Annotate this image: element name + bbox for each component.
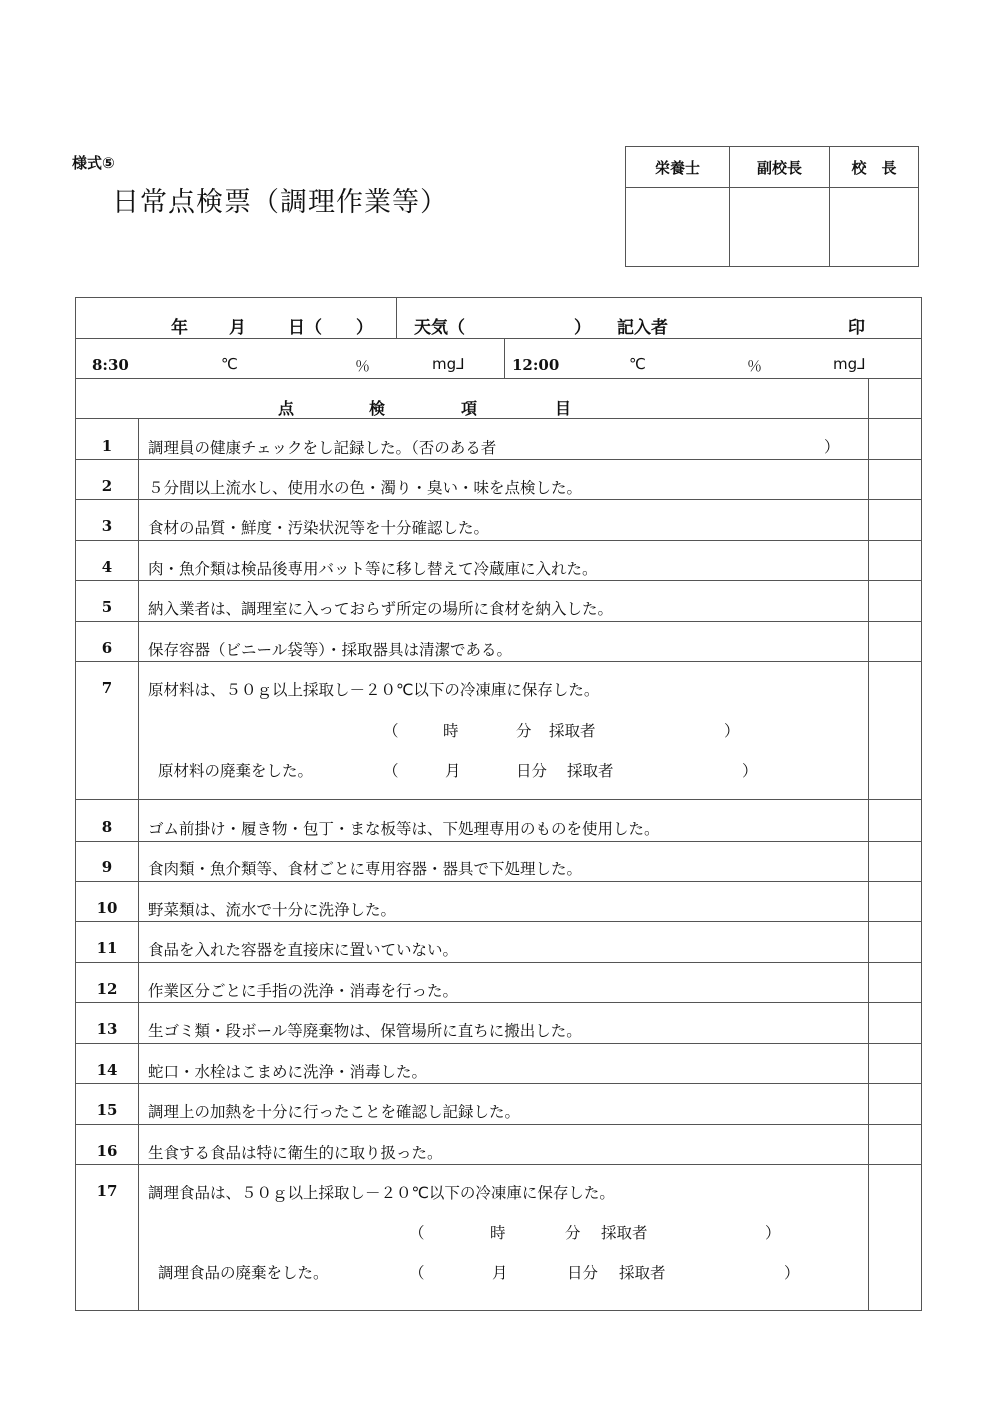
item-number: 9 xyxy=(101,858,113,876)
day-label: 日（ ） xyxy=(288,318,373,338)
approval-col-principal xyxy=(829,147,918,266)
item-number: 14 xyxy=(96,1061,118,1079)
item-number: 12 xyxy=(96,980,118,998)
recorder-label: 記入者 xyxy=(617,318,668,338)
weather-close: ） xyxy=(574,318,591,338)
item-number: 6 xyxy=(101,639,113,657)
item-text: 肉・魚介類は検品後専用バット等に移し替えて冷蔵庫に入れた。 xyxy=(148,560,598,578)
sample-open-paren: （ xyxy=(383,722,399,740)
temp-unit-2: ℃ xyxy=(629,355,646,373)
item-number: 17 xyxy=(96,1182,118,1200)
items-header-char: 項 xyxy=(461,399,478,418)
humidity-unit-2: ％ xyxy=(747,357,763,375)
items-header-char: 目 xyxy=(555,399,572,418)
item-text: ５分間以上流水し、使用水の色・濁り・臭い・味を点検した。 xyxy=(148,479,583,497)
item-text: 調理食品は、５０ｇ以上採取し－２０℃以下の冷凍庫に保存した。 xyxy=(148,1184,615,1202)
sample-open-paren: （ xyxy=(409,1224,425,1242)
time-1200: 12:00 xyxy=(512,356,560,374)
inspection-table xyxy=(75,297,922,1311)
approval-header: 副校長 xyxy=(730,147,829,188)
item-text: 野菜類は、流水で十分に洗浄した。 xyxy=(148,901,397,919)
sampler-label: 採取者 xyxy=(601,1224,648,1242)
form-number: 様式⑤ xyxy=(72,154,115,172)
approval-header: 校 長 xyxy=(830,147,918,188)
item-text: 食品を入れた容器を直接床に置いていない。 xyxy=(148,941,459,959)
item-text: 納入業者は、調理室に入っておらず所定の場所に食材を納入した。 xyxy=(148,600,614,618)
disposal-close-paren: ） xyxy=(742,762,758,780)
disposal-close-paren: ） xyxy=(784,1264,800,1282)
item-number: 3 xyxy=(101,517,113,535)
item-number: 11 xyxy=(96,939,118,957)
item-number: 4 xyxy=(101,558,113,576)
item-number: 5 xyxy=(101,598,113,616)
item-text: 保存容器（ビニール袋等）・採取器具は清潔である。 xyxy=(148,641,512,659)
approval-col-nutritionist xyxy=(626,147,729,266)
item-text: 生食する食品は特に衛生的に取り扱った。 xyxy=(148,1144,443,1162)
disposal-label: 調理食品の廃棄をした。 xyxy=(158,1264,329,1282)
item-number: 8 xyxy=(101,818,113,836)
seal-label: 印 xyxy=(848,318,865,338)
item-number: 15 xyxy=(96,1101,118,1119)
item-text: 生ゴミ類・段ボール等廃棄物は、保管場所に直ちに搬出した。 xyxy=(148,1022,582,1040)
item-number: 1 xyxy=(101,437,113,455)
approval-header: 栄養士 xyxy=(626,147,729,188)
weather-label: 天気（ xyxy=(414,318,465,338)
item-number: 16 xyxy=(96,1142,118,1160)
item-number: 7 xyxy=(101,679,113,697)
disposal-open-paren: （ xyxy=(409,1264,425,1282)
item-text: 食肉類・魚介類等、食材ごとに専用容器・器具で下処理した。 xyxy=(148,860,583,878)
item-text: 食材の品質・鮮度・汚染状況等を十分確認した。 xyxy=(148,519,490,537)
disposal-sampler-label: 採取者 xyxy=(567,762,614,780)
items-header-char: 点 xyxy=(278,399,295,418)
sampler-label: 採取者 xyxy=(549,722,596,740)
disposal-sampler-label: 採取者 xyxy=(619,1264,666,1282)
page-title: 日常点検票（調理作業等） xyxy=(112,187,448,218)
item-close-paren: ） xyxy=(824,438,840,456)
sample-hour-label: 時 xyxy=(443,722,459,740)
sample-hour-label: 時 xyxy=(490,1224,506,1242)
item-number: 13 xyxy=(96,1020,118,1038)
sample-minute-label: 分 xyxy=(565,1224,581,1242)
disposal-label: 原材料の廃棄をした。 xyxy=(158,762,314,780)
disposal-open-paren: （ xyxy=(383,762,399,780)
chlorine-unit-1: mg⅃ xyxy=(432,355,465,373)
approval-col-vice-principal xyxy=(729,147,829,266)
disposal-month-label: 月 xyxy=(492,1264,508,1282)
sample-close-paren: ） xyxy=(765,1224,781,1242)
item-text: 作業区分ごとに手指の洗浄・消毒を行った。 xyxy=(148,982,459,1000)
sample-minute-label: 分 xyxy=(516,722,532,740)
item-text: 調理員の健康チェックをし記録した。（否のある者 xyxy=(148,439,497,457)
item-number: 10 xyxy=(96,899,118,917)
time-830: 8:30 xyxy=(92,356,129,374)
temp-unit-1: ℃ xyxy=(221,355,238,373)
disposal-month-label: 月 xyxy=(445,762,461,780)
item-text: 調理上の加熱を十分に行ったことを確認し記録した。 xyxy=(148,1103,521,1121)
sample-close-paren: ） xyxy=(724,722,740,740)
disposal-day-label: 日分 xyxy=(567,1264,599,1282)
disposal-day-label: 日分 xyxy=(516,762,548,780)
item-text: 原材料は、５０ｇ以上採取し－２０℃以下の冷凍庫に保存した。 xyxy=(148,681,600,699)
approval-box xyxy=(625,146,919,267)
item-number: 2 xyxy=(101,477,113,495)
chlorine-unit-2: mg⅃ xyxy=(833,355,866,373)
item-text: 蛇口・水栓はこまめに洗浄・消毒した。 xyxy=(148,1063,428,1081)
month-label: 月 xyxy=(229,318,246,338)
humidity-unit-1: ％ xyxy=(355,357,371,375)
items-header-char: 検 xyxy=(369,399,386,418)
item-text: ゴム前掛け・履き物・包丁・まな板等は、下処理専用のものを使用した。 xyxy=(148,820,660,838)
year-label: 年 xyxy=(171,318,188,338)
